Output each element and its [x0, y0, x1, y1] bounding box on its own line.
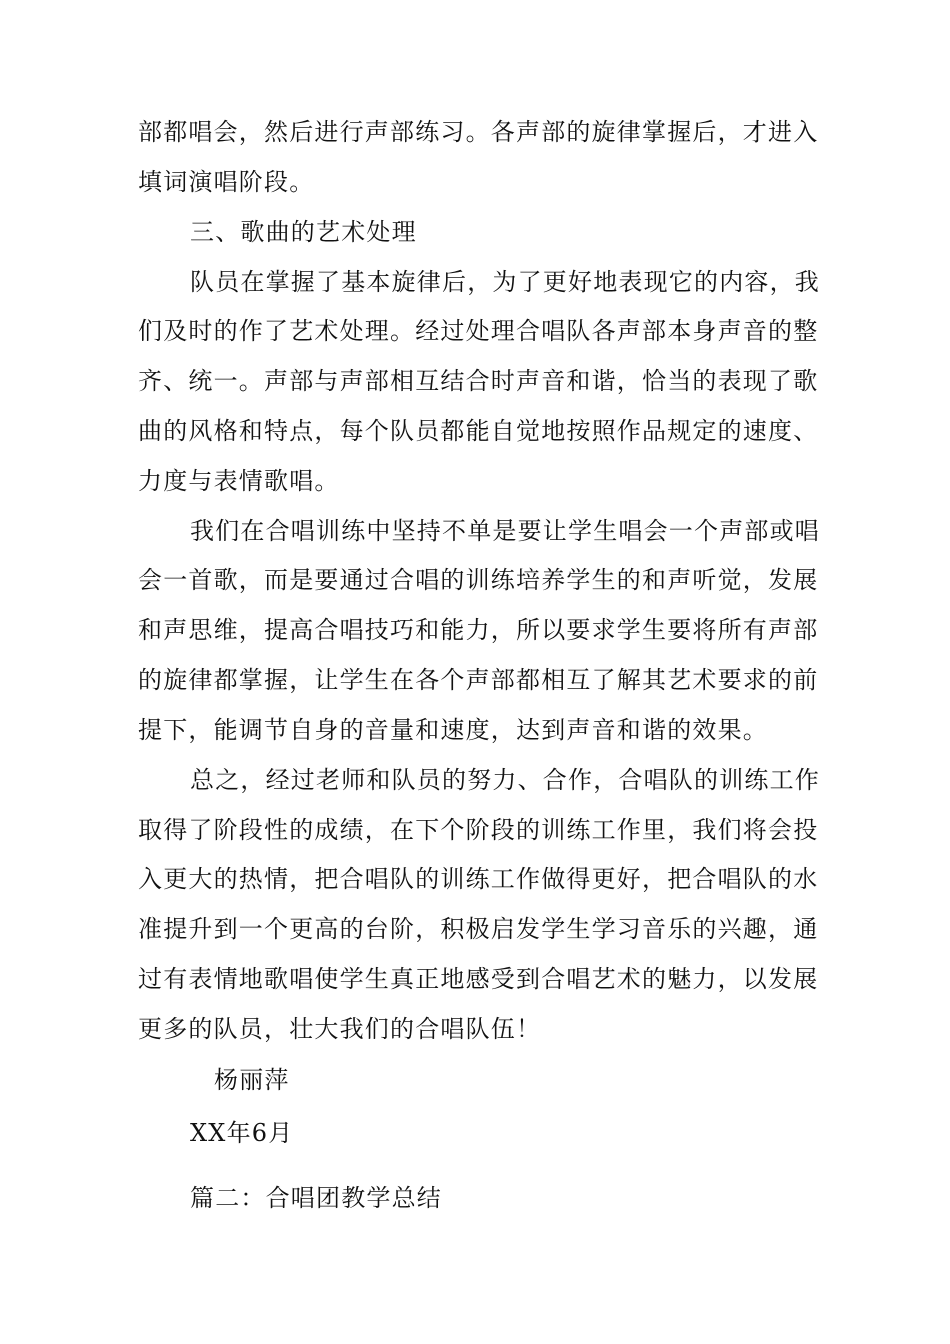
date-line: XX年6月 — [190, 1119, 294, 1147]
text-line: 力度与表情歌唱。 — [138, 467, 340, 495]
text-line: 总之，经过老师和队员的努力、合作，合唱队的训练工作 — [190, 766, 820, 794]
text-line: 过有表情地歌唱使学生真正地感受到合唱艺术的魅力，以发展 — [138, 965, 819, 993]
text-line: 取得了阶段性的成绩，在下个阶段的训练工作里，我们将会投 — [138, 816, 819, 844]
text-line: 提下，能调节自身的音量和速度，达到声音和谐的效果。 — [138, 716, 768, 744]
text-line: 部都唱会，然后进行声部练习。各声部的旋律掌握后，才进入 — [138, 118, 819, 146]
text-line: 们及时的作了艺术处理。经过处理合唱队各声部本身声音的整 — [138, 317, 819, 345]
section-heading: 三、歌曲的艺术处理 — [190, 218, 417, 246]
author-signature: 杨丽萍 — [214, 1066, 290, 1094]
text-line: 入更大的热情，把合唱队的训练工作做得更好，把合唱队的水 — [138, 865, 819, 893]
text-line: 准提升到一个更高的台阶，积极启发学生学习音乐的兴趣，通 — [138, 915, 819, 943]
text-line: 和声思维，提高合唱技巧和能力，所以要求学生要将所有声部 — [138, 616, 819, 644]
next-section-title: 篇二：合唱团教学总结 — [190, 1184, 442, 1212]
text-line: 队员在掌握了基本旋律后，为了更好地表现它的内容，我 — [190, 268, 820, 296]
text-line: 齐、统一。声部与声部相互结合时声音和谐，恰当的表现了歌 — [138, 367, 819, 395]
text-line: 曲的风格和特点，每个队员都能自觉地按照作品规定的速度、 — [138, 417, 819, 445]
text-line: 的旋律都掌握，让学生在各个声部都相互了解其艺术要求的前 — [138, 666, 819, 694]
text-line: 更多的队员，壮大我们的合唱队伍！ — [138, 1015, 542, 1043]
text-line: 我们在合唱训练中坚持不单是要让学生唱会一个声部或唱 — [190, 517, 820, 545]
text-line: 会一首歌，而是要通过合唱的训练培养学生的和声听觉，发展 — [138, 566, 819, 594]
text-line: 填词演唱阶段。 — [138, 168, 315, 196]
